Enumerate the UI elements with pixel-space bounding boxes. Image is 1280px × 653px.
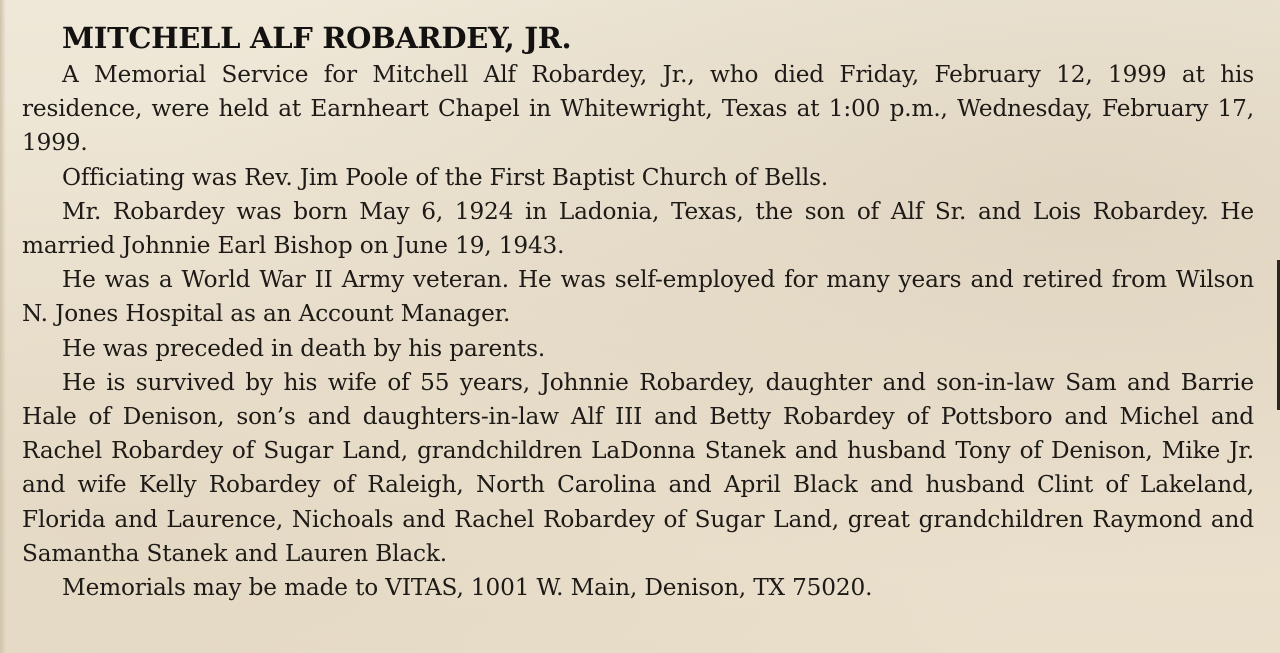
paragraph-birth-marriage: Mr. Robardey was born May 6, 1924 in Ladonia, Texas, the son of Alf Sr. and Lois Robardey. He married Johnnie Earl Bishop on June 19, 1943. <box>22 197 1254 260</box>
paragraph-preceded: He was preceded in death by his parents. <box>62 334 546 362</box>
obituary-article <box>22 18 1254 605</box>
paragraph-career: He was a World War II Army veteran. He was self-employed for many years and retired from Wilson N. Jones Hospital as an Account Manager. <box>22 266 1254 328</box>
paragraph-memorial-service: A Memorial Service for Mitchell Alf Robardey, Jr., who died Friday, February 12, 1999 at his residence, were held at Earnheart Chapel in Whitewright, Texas at 1:00 p.m., Wednesday, February 17, 1999. <box>22 61 1254 157</box>
clipping-left-edge <box>0 0 6 653</box>
paragraph-memorials: Memorials may be made to VITAS, 1001 W. Main, Denison, TX 75020. <box>62 574 873 602</box>
obituary-headline: MITCHELL ALF ROBARDEY, JR. <box>62 21 572 55</box>
paragraph-officiating: Officiating was Rev. Jim Poole of the First Baptist Church of Bells. <box>62 163 829 191</box>
paragraph-survivors: He is survived by his wife of 55 years, Johnnie Robardey, daughter and son-in-law Sam and Barrie Hale of Denison, son’s and daughters-in-law Alf III and Betty Robardey of Pottsboro and Michel and Rachel Robardey of Sugar Land, grandchildren LaDonna Stanek and husband Tony of Denison, Mike Jr. and wife Kelly Robardey of Raleigh, North Carolina and April Black and husband Clint of Lakeland, Florida and Laurence, Nichoals and Rachel Robardey of Sugar Land, great grandchildren Raymond and Samantha Stanek and Lauren Black. <box>22 368 1254 567</box>
